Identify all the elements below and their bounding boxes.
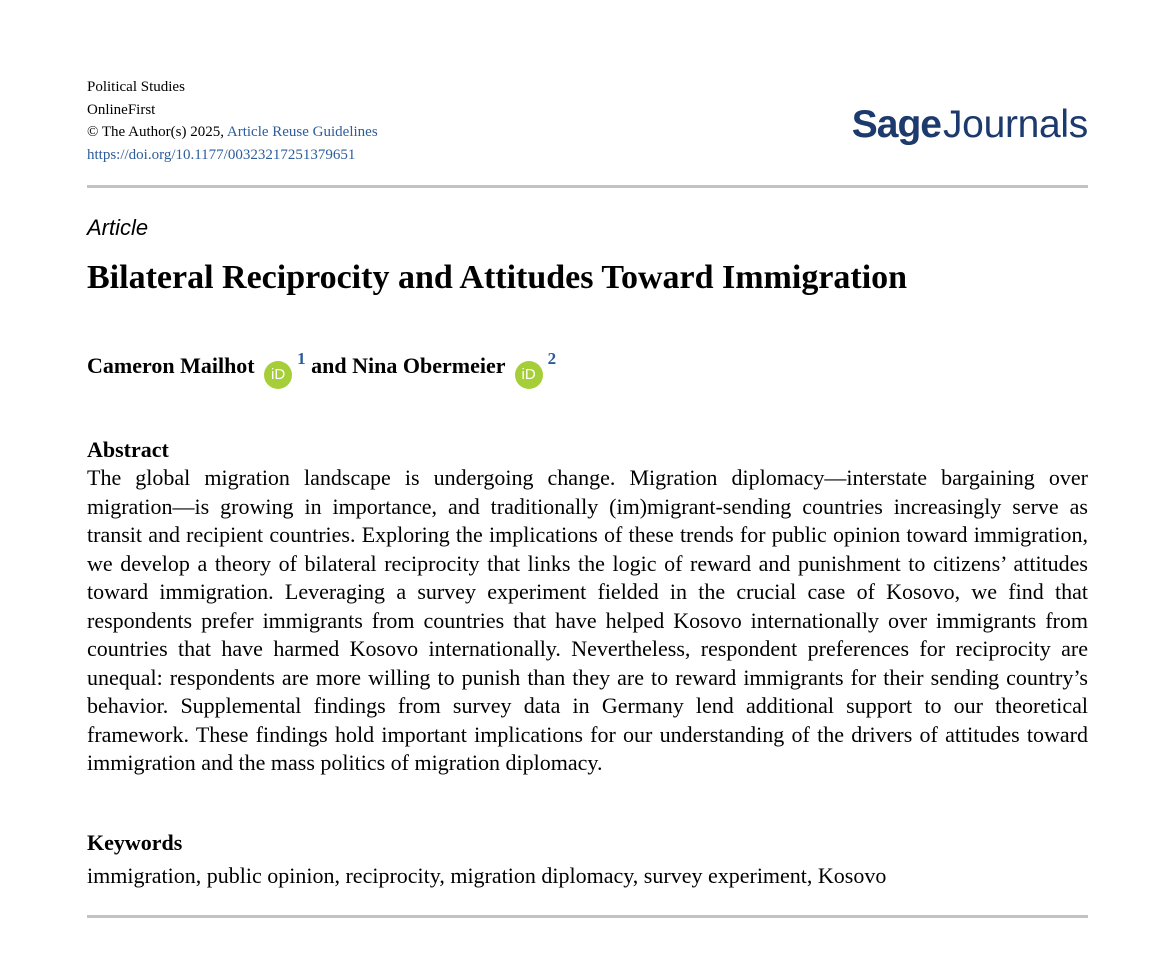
publication-meta	[87, 76, 378, 167]
logo-sage: Sage	[851, 103, 941, 146]
article-type: Article	[87, 215, 149, 240]
orcid-icon[interactable]: iD	[515, 361, 543, 389]
keywords-heading: Keywords	[87, 829, 183, 855]
orcid-icon[interactable]: iD	[264, 361, 292, 389]
abstract-heading: Abstract	[87, 437, 169, 462]
sage-journals-logo[interactable]	[852, 103, 1088, 147]
author-name[interactable]: Cameron Mailhot	[87, 353, 255, 378]
copyright-line	[87, 121, 378, 144]
header-divider	[87, 185, 1088, 188]
keywords-list: immigration, public opinion, reciprocity, migration diplomacy, survey experiment, Kosovo	[87, 862, 887, 888]
abstract-text: The global migration landscape is undergoing change. Migration diplomacy—interstate bargaining over migration—is growing in importance, and traditionally (im)migrant-sending countries increasingly serve as transit and recipient countries. Exploring the implications of these trends for public opinion toward immigration, we develop a theory of bilateral reciprocity that links the logic of reward and punishment to citizens’ attitudes toward immigration. Leveraging a survey experiment fielded in the crucial case of Kosovo, we find that respondents prefer immigrants from countries that have helped Kosovo internationally over immigrants from countries that have harmed Kosovo internationally. Nevertheless, respondent preferences for reciprocity are unequal: respondents are more willing to punish than they are to reward immigrants for their sending country’s behavior. Supplemental findings from survey data in Germany lend additional support to our theoretical framework. These findings hold important implications for our understanding of the drivers of attitudes toward immigration and the mass politics of migration diplomacy.	[87, 465, 1088, 775]
section-divider	[87, 915, 1088, 918]
logo-journals: Journals	[942, 103, 1088, 146]
author-name[interactable]: Nina Obermeier	[352, 353, 506, 378]
author-list	[87, 351, 1088, 389]
author-joiner: and	[311, 353, 347, 378]
publication-status: OnlineFirst	[87, 101, 156, 118]
article-page	[87, 0, 1088, 918]
reuse-guidelines-link[interactable]: Article Reuse Guidelines	[226, 124, 378, 141]
article-header	[87, 0, 1088, 185]
doi-link[interactable]: https://doi.org/10.1177/00323217251379651	[87, 147, 356, 164]
affiliation-marker[interactable]: 2	[547, 349, 557, 368]
journal-name: Political Studies	[87, 79, 185, 95]
doi-line	[87, 144, 378, 167]
affiliation-marker[interactable]: 1	[297, 349, 306, 368]
copyright-text: © The Author(s) 2025,	[87, 124, 227, 141]
article-title: Bilateral Reciprocity and Attitudes Toward Immigration	[87, 259, 908, 296]
